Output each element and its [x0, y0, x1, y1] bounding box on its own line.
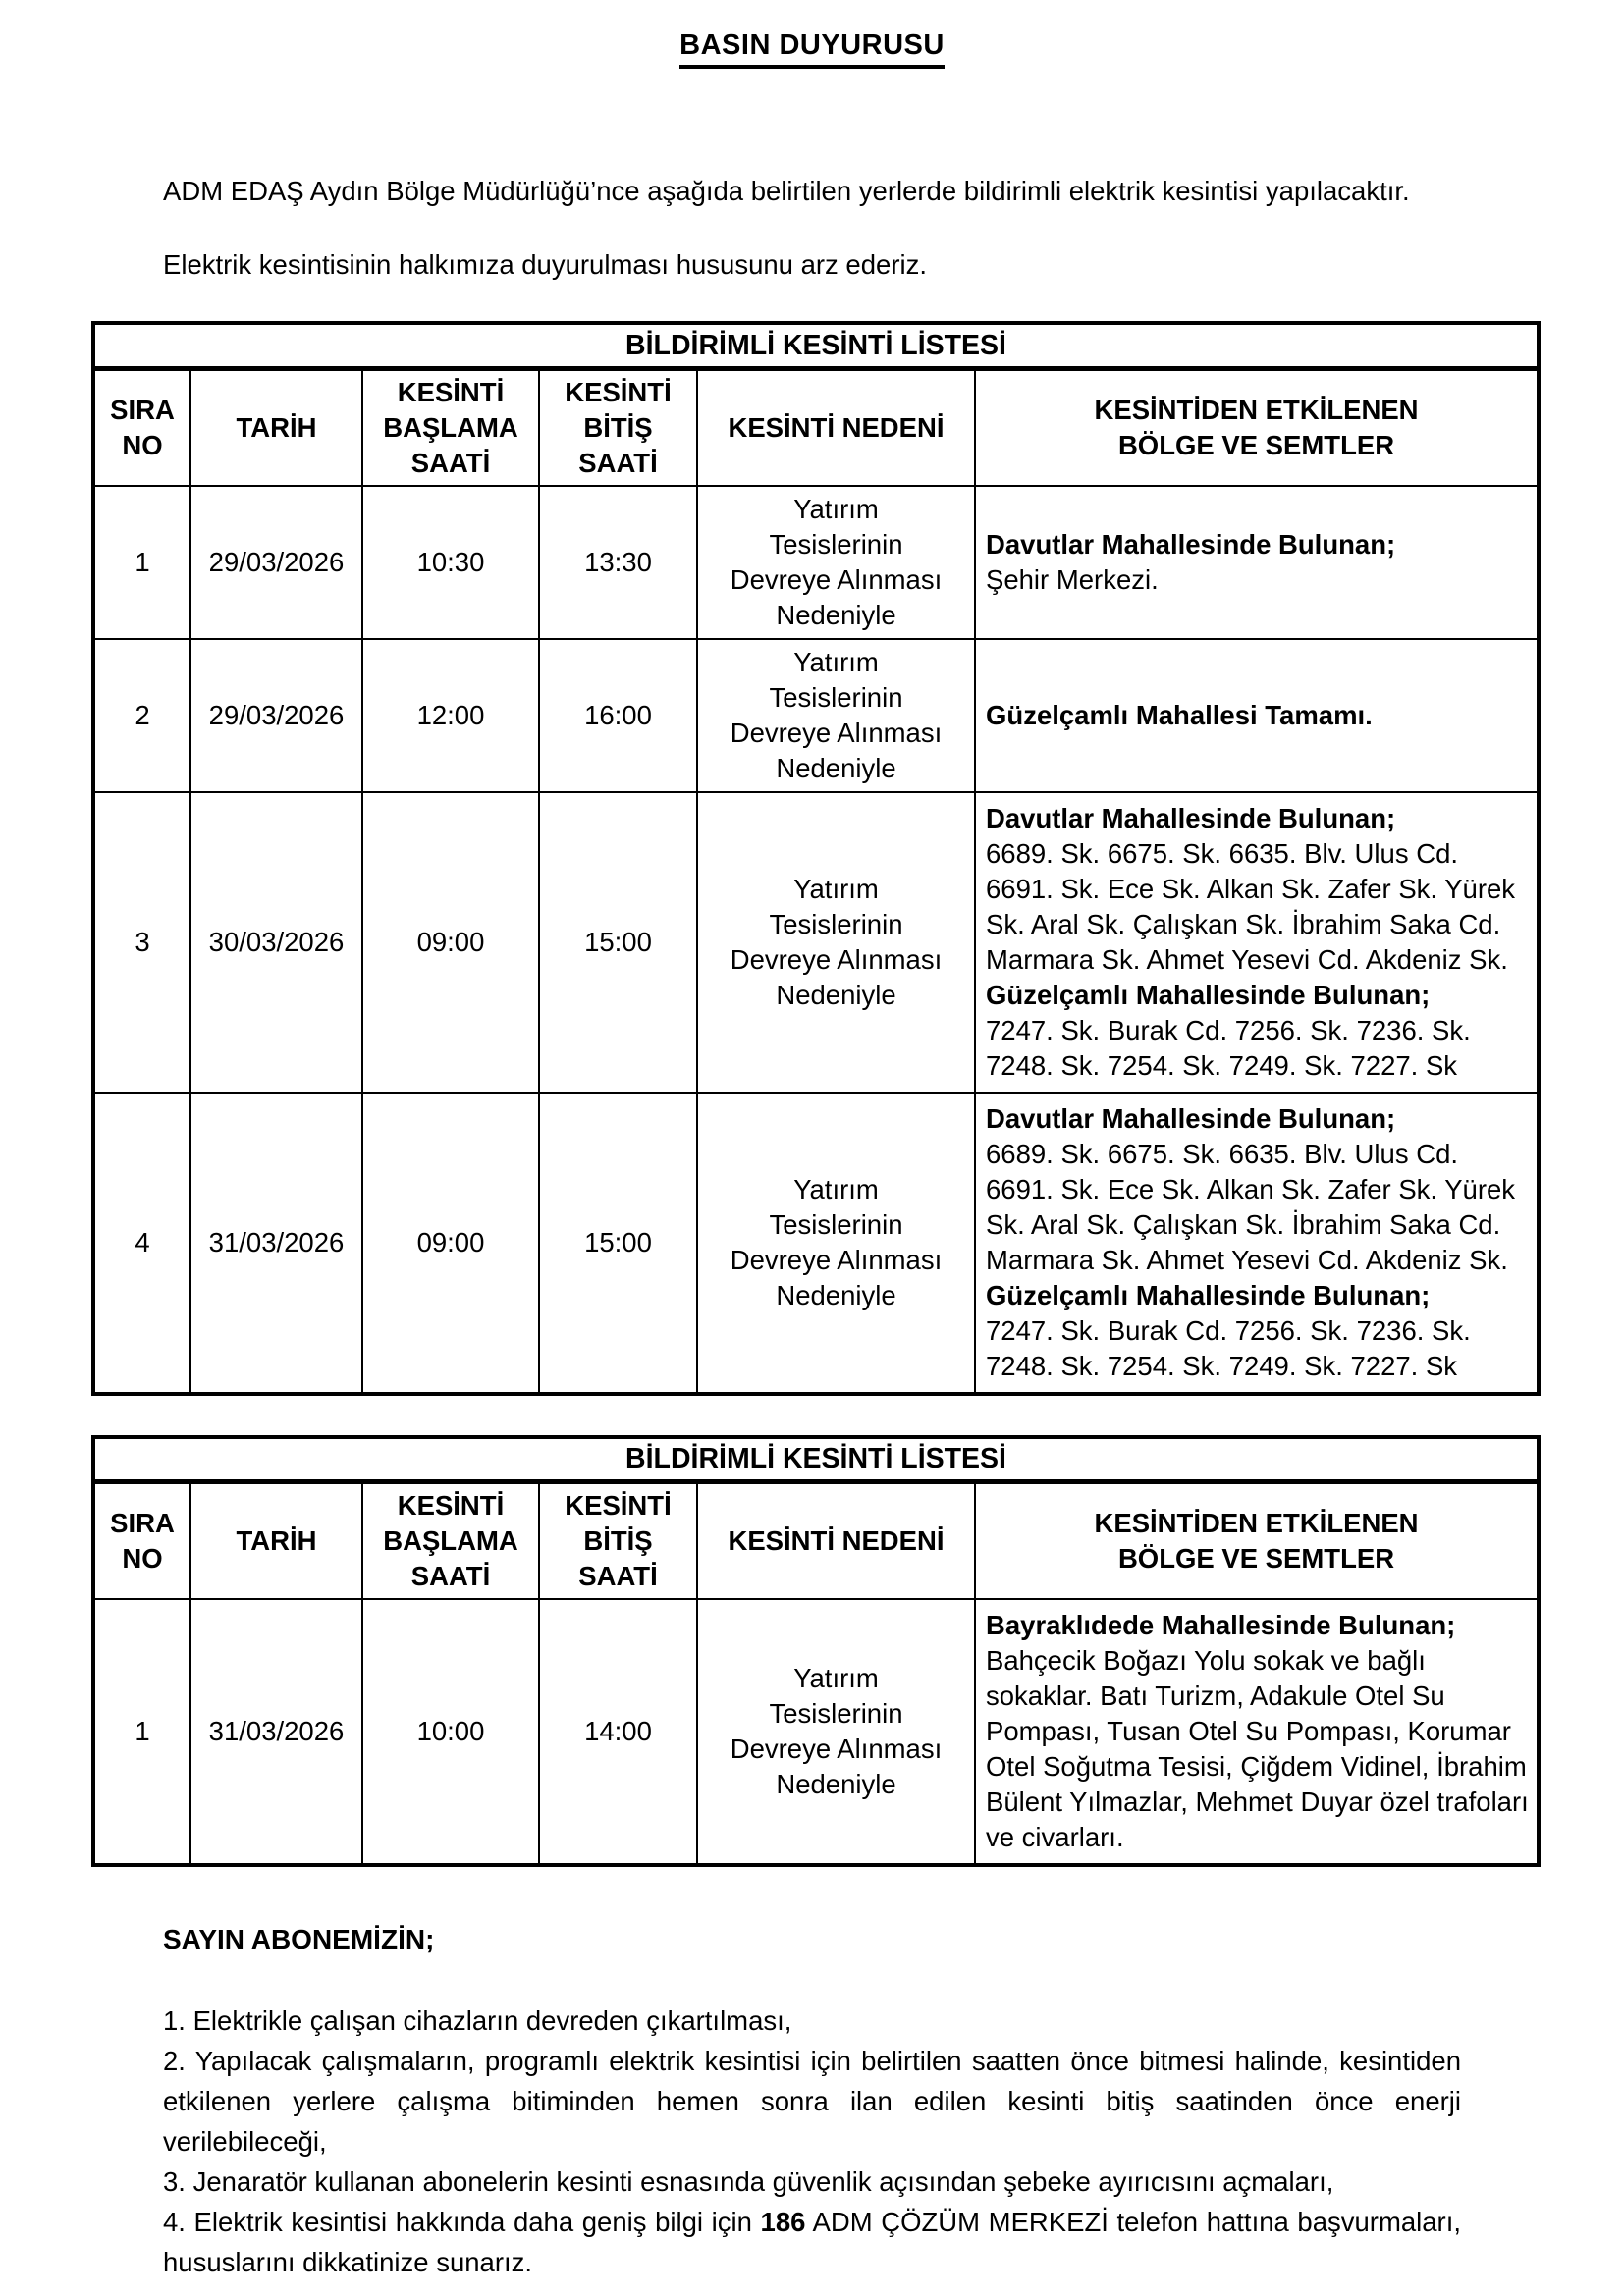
cell-sira-no: 4	[93, 1093, 190, 1394]
region-heading: Güzelçamlı Mahallesinde Bulunan;	[986, 979, 1431, 1010]
cell-kesinti-nedeni: Yatırım Tesislerinin Devreye Alınması Nedeniyle	[697, 792, 975, 1093]
subscriber-notes	[163, 2001, 1461, 2282]
cell-baslama-saati: 10:30	[362, 486, 539, 639]
cell-tarih: 30/03/2026	[190, 792, 362, 1093]
table-row	[93, 639, 1539, 792]
column-header: KESİNTİ BİTİŞ SAATİ	[539, 368, 697, 486]
column-header: KESİNTİ BİTİŞ SAATİ	[539, 1482, 697, 1600]
table-title: BİLDİRİMLİ KESİNTİ LİSTESİ	[93, 1437, 1539, 1482]
cell-tarih: 29/03/2026	[190, 486, 362, 639]
cell-tarih: 31/03/2026	[190, 1093, 362, 1394]
region-text: 7247. Sk. Burak Cd. 7256. Sk. 7236. Sk. 7248. Sk. 7254. Sk. 7249. Sk. 7227. Sk	[986, 1014, 1471, 1081]
cell-tarih: 29/03/2026	[190, 639, 362, 792]
note-item-4	[163, 2202, 1461, 2282]
cell-sira-no: 2	[93, 639, 190, 792]
region-text: 7247. Sk. Burak Cd. 7256. Sk. 7236. Sk. 7248. Sk. 7254. Sk. 7249. Sk. 7227. Sk	[986, 1314, 1471, 1381]
region-heading: Güzelçamlı Mahallesinde Bulunan;	[986, 1279, 1431, 1310]
cell-baslama-saati: 12:00	[362, 639, 539, 792]
cell-sira-no: 1	[93, 1599, 190, 1865]
region-text: 6689. Sk. 6675. Sk. 6635. Blv. Ulus Cd. 6691. Sk. Ece Sk. Alkan Sk. Zafer Sk. Yürek Sk. Aral Sk. Çalışkan Sk. İbrahim Saka Cd. Marmara Sk. Ahmet Yesevi Cd. Akdeniz Sk.	[986, 837, 1516, 975]
cell-kesinti-nedeni: Yatırım Tesislerinin Devreye Alınması Nedeniyle	[697, 639, 975, 792]
note-text: 1. Elektrikle çalışan cihazların devreden çıkartılması,	[163, 2005, 792, 2036]
column-header: KESİNTİ NEDENİ	[697, 368, 975, 486]
cell-bolge-semtler	[975, 1093, 1539, 1394]
region-text: Bahçecik Boğazı Yolu sokak ve bağlı sokaklar. Batı Turizm, Adakule Otel Su Pompası, Tusan Otel Su Pompası, Korumar Otel Soğutma Tesisi, Çiğdem Vidinel, İbrahim Bülent Yılmazlar, Mehmet Duyar özel trafoları ve civarları.	[986, 1645, 1529, 1852]
cell-baslama-saati: 09:00	[362, 1093, 539, 1394]
cell-kesinti-nedeni: Yatırım Tesislerinin Devreye Alınması Nedeniyle	[697, 486, 975, 639]
cell-bolge-semtler	[975, 792, 1539, 1093]
column-header: KESİNTİ NEDENİ	[697, 1482, 975, 1600]
note-text: 4. Elektrik kesintisi hakkında daha geniş bilgi için	[163, 2207, 761, 2237]
cell-bitis-saati: 14:00	[539, 1599, 697, 1865]
cell-sira-no: 3	[93, 792, 190, 1093]
note-text: ADM ÇÖZÜM MERKEZİ telefon hattına başvurmaları, hususlarını dikkatinize sunarız.	[163, 2207, 1462, 2277]
table-title: BİLDİRİMLİ KESİNTİ LİSTESİ	[93, 323, 1539, 368]
table-row	[93, 1599, 1539, 1865]
cell-bolge-semtler	[975, 639, 1539, 792]
note-bold-text: 186	[760, 2207, 806, 2237]
column-header: KESİNTİDEN ETKİLENEN BÖLGE VE SEMTLER	[975, 1482, 1539, 1600]
intro-paragraph-2: Elektrik kesintisinin halkımıza duyurulması hususunu arz ederiz.	[163, 249, 927, 280]
note-item-2	[163, 2041, 1461, 2162]
page-title-text: BASIN DUYURUSU	[679, 29, 945, 69]
page-title	[0, 29, 1624, 69]
note-item-1	[163, 2001, 1461, 2041]
cell-baslama-saati: 09:00	[362, 792, 539, 1093]
table-row	[93, 792, 1539, 1093]
cell-tarih: 31/03/2026	[190, 1599, 362, 1865]
column-header: SIRA NO	[93, 1482, 190, 1600]
outage-table-1	[91, 321, 1541, 1396]
region-heading: Bayraklıdede Mahallesinde Bulunan;	[986, 1610, 1456, 1640]
cell-sira-no: 1	[93, 486, 190, 639]
cell-baslama-saati: 10:00	[362, 1599, 539, 1865]
region-heading: Davutlar Mahallesinde Bulunan;	[986, 1102, 1396, 1134]
region-text: 6689. Sk. 6675. Sk. 6635. Blv. Ulus Cd. 6691. Sk. Ece Sk. Alkan Sk. Zafer Sk. Yürek Sk. Aral Sk. Çalışkan Sk. İbrahim Saka Cd. Marmara Sk. Ahmet Yesevi Cd. Akdeniz Sk.	[986, 1138, 1516, 1275]
table-row	[93, 1093, 1539, 1394]
table-row	[93, 486, 1539, 639]
column-header: TARİH	[190, 1482, 362, 1600]
column-header: KESİNTİ BAŞLAMA SAATİ	[362, 368, 539, 486]
note-text: 3. Jenaratör kullanan abonelerin kesinti esnasında güvenlik açısından şebeke ayırıcısını açmaları,	[163, 2166, 1334, 2197]
region-text: Şehir Merkezi.	[986, 563, 1159, 595]
column-header: KESİNTİ BAŞLAMA SAATİ	[362, 1482, 539, 1600]
cell-bitis-saati: 15:00	[539, 1093, 697, 1394]
column-header: SIRA NO	[93, 368, 190, 486]
region-heading: Davutlar Mahallesinde Bulunan;	[986, 528, 1396, 560]
column-header: KESİNTİDEN ETKİLENEN BÖLGE VE SEMTLER	[975, 368, 1539, 486]
intro-paragraph-1: ADM EDAŞ Aydın Bölge Müdürlüğü’nce aşağıda belirtilen yerlerde bildirimli elektrik kesintisi yapılacaktır.	[163, 176, 1410, 206]
column-header: TARİH	[190, 368, 362, 486]
note-item-3	[163, 2162, 1461, 2202]
cell-bolge-semtler	[975, 1599, 1539, 1865]
subscriber-heading: SAYIN ABONEMİZİN;	[163, 1924, 435, 1954]
region-heading: Davutlar Mahallesinde Bulunan;	[986, 802, 1396, 833]
note-text: 2. Yapılacak çalışmaların, programlı elektrik kesintisi için belirtilen saatten önce bitmesi halinde, kesintiden etkilenen yerlere çalışma bitiminden hemen sonra ilan edilen kesinti bitiş saatinden önce enerji verilebileceği,	[163, 2046, 1461, 2157]
cell-kesinti-nedeni: Yatırım Tesislerinin Devreye Alınması Nedeniyle	[697, 1599, 975, 1865]
cell-bitis-saati: 16:00	[539, 639, 697, 792]
cell-bolge-semtler	[975, 486, 1539, 639]
cell-bitis-saati: 13:30	[539, 486, 697, 639]
cell-bitis-saati: 15:00	[539, 792, 697, 1093]
region-heading: Güzelçamlı Mahallesi Tamamı.	[986, 699, 1373, 730]
cell-kesinti-nedeni: Yatırım Tesislerinin Devreye Alınması Nedeniyle	[697, 1093, 975, 1394]
outage-table-2	[91, 1435, 1541, 1868]
